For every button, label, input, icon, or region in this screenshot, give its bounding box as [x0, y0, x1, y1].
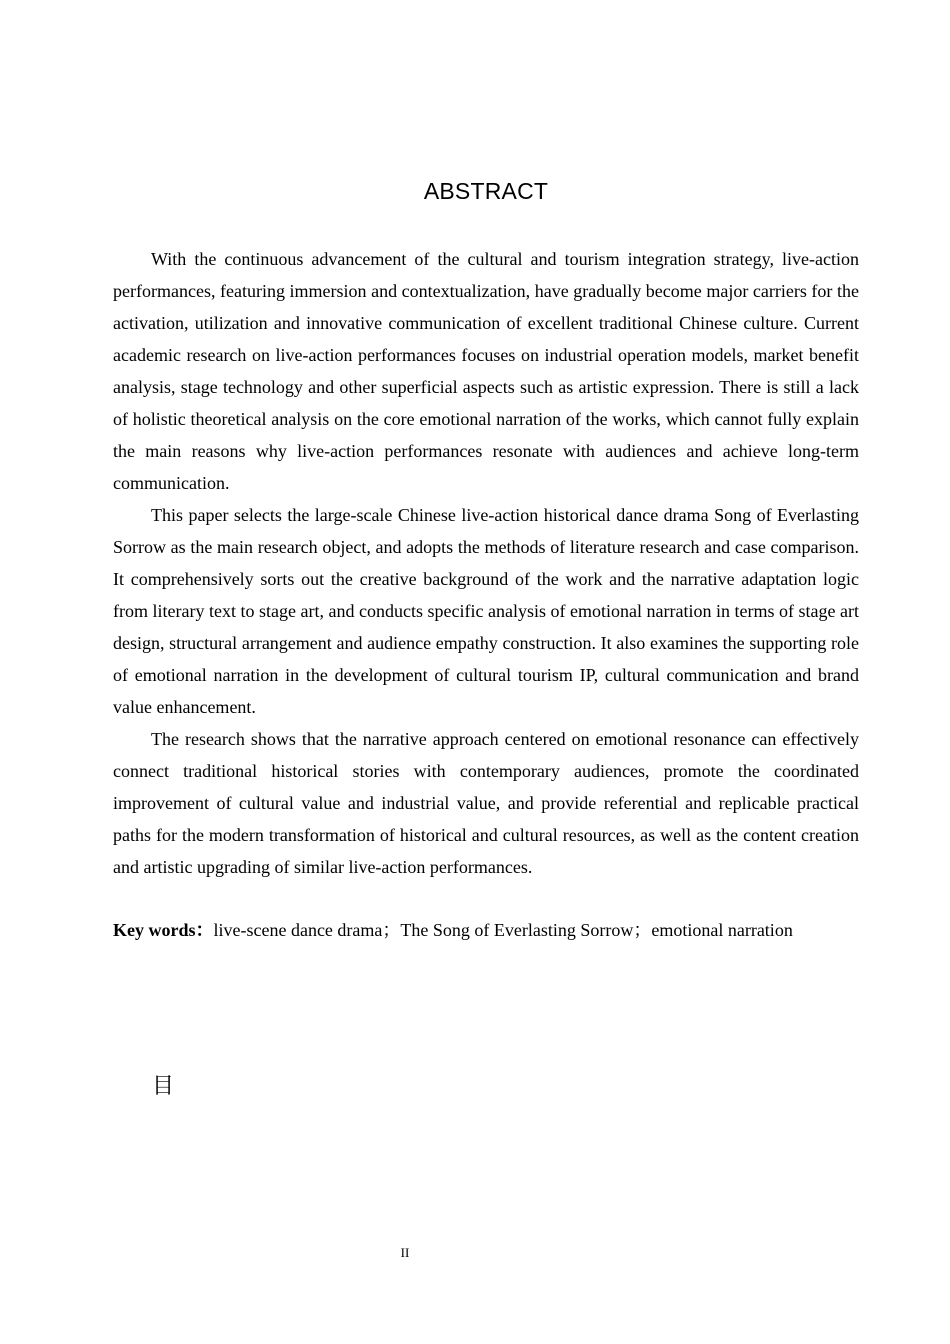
abstract-paragraph-1: With the continuous advancement of the cultural and tourism integration strategy, live-action performances, featuring immersion and contextualization, have gradually become major carriers for the activation, utilization and innovative communication of excellent traditional Chinese culture. Current academic research on live-action performances focuses on industrial operation models, market benefit analysis, stage technology and other superficial aspects such as artistic expression. There is still a lack of holistic theoretical analysis on the core emotional narration of the works, which cannot fully explain the main reasons why live-action performances resonate with audiences and achieve long-term communication.	[113, 249, 859, 493]
toc-heading-fragment: 目	[152, 1074, 175, 1099]
keywords-label: Key words：	[113, 920, 214, 940]
page-number: II	[400, 1245, 410, 1260]
abstract-paragraph-3: The research shows that the narrative approach centered on emotional resonance can effectively connect traditional historical stories with contemporary audiences, promote the coordinated improvement of cultural value and industrial value, and provide referential and replicable practical paths for the modern transformation of historical and cultural resources, as well as the content creation and artistic upgrading of similar live-action performances.	[113, 729, 859, 877]
abstract-body	[113, 243, 859, 883]
abstract-title: ABSTRACT	[423, 178, 549, 204]
keywords-text: live-scene dance drama；The Song of Everlasting Sorrow；emotional narration	[213, 920, 793, 940]
keywords-line	[113, 914, 913, 946]
abstract-paragraph-2: This paper selects the large-scale Chinese live-action historical dance drama Song of Everlasting Sorrow as the main research object, and adopts the methods of literature research and case comparison. It comprehensively sorts out the creative background of the work and the narrative adaptation logic from literary text to stage art, and conducts specific analysis of emotional narration in terms of stage art design, structural arrangement and audience empathy construction. It also examines the supporting role of emotional narration in the development of cultural tourism IP, cultural communication and brand value enhancement.	[113, 505, 859, 717]
